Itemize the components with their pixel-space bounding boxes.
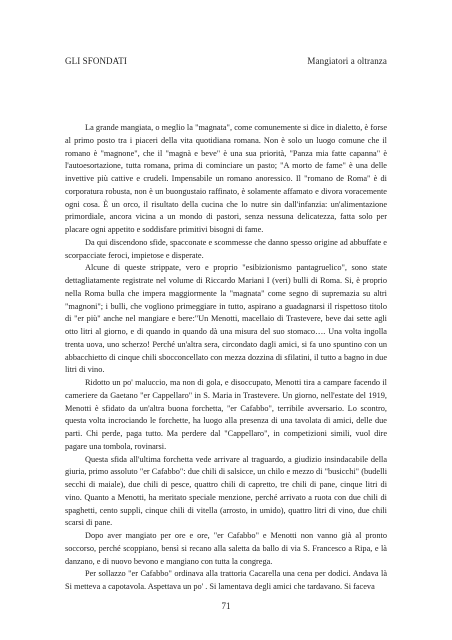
paragraph: Questa sfida all'ultima forchetta vede arrivare al traguardo, a giudizio insindacabile della giuria, primo assoluto "er Cafabbo": due chili di salsicce, un chilo e mezzo di "busicchi" (budelli secchi di maiale), due chili di pesce, quattro chili di capretto, tre chili di pane, cinque litri di vino. Quanto a Menotti, ha meritato speciale menzione, perché arrivato a ruota con due chili di spaghetti, cento suppli, cinque chili di vitella (arrosto, in umido), quattro litri di vino, due chili scarsi di pane. <box>65 454 387 528</box>
running-header <box>65 56 387 66</box>
paragraph: La grande mangiata, o meglio la "magnata", come comunemente si dice in dialetto, è forse al primo posto tra i piaceri della vita quotidiana romana. Non è solo un luogo comune che il romano è "magnone", che il "magnà e beve" è una sua priorità, "Panza mia fatte capanna" è l'autoesortazione, tutta romana, prima di cominciare un pasto; "A morto de fame" è una delle invettive più cattive e crudeli. Impensabile un romano anoressico. Il "romano de Roma" è di corporatura robusta, non è un buongustaio raffinato, è solamente affamato e divora voracemente ogni cosa. È un orco, il risultato della cucina che lo nutre sin dall'infanzia: un'alimentazione primordiale, ancora vicina a un mondo di pastori, senza nessuna delicatezza, fatta solo per placare ogni appetito e soddisfare primitivi bisogni di fame. <box>65 123 387 234</box>
paragraph: Da qui discendono sfide, spacconate e scommesse che danno spesso origine ad abbuffate e scorpacciate feroci, impietose e disperate. <box>65 237 387 260</box>
paragraph: Ridotto un po' maluccio, ma non di gola, e disoccupato, Menotti tira a campare facendo il cameriere da Gaetano "er Cappellaro" in S. Maria in Trastevere. Un giorno, nell'estate del 1919, Menotti è sfidato da un'altra buona forchetta, "er Cafabbo", terribile avversario. Lo scontro, questa volta incrociando le forchette, ha luogo alla presenza di una tavolata di amici, delle due parti. Chi perde, paga tutto. Ma perdere dal "Cappellaro", in competizioni simili, vuol dire pagare una tombola, rovinarsi. <box>65 378 387 451</box>
paragraph: Alcune di queste strippate, vero e proprio "esibizionismo pantagruelico", sono state dettagliatamente registrate nel volume di Riccardo Mariani I (veri) bulli di Roma. Si, è proprio nella Roma bulla che impera maggiormente la "magnata" come segno di supremazia su altri "magnoni"; i bulli, che vogliono primeggiare in tutto, aspirano a guadagnarsi il rispettoso titolo di "er più" anche nel mangiare e bere:"Un Menotti, macellaio di Trastevere, beve dai sette agli otto litri al giorno, e di quando in quando dà una misura del suo stomaco…. Una volta ingolla trenta uova, uno scherzo! Perché un'altra sera, circondato dagli amici, si fa uno spuntino con un abbacchietto di cinque chili sbocconcellato con mezza dozzina di sfilatini, il tutto a bagno in due litri di vino. <box>65 263 387 375</box>
page-number: 71 <box>221 601 231 611</box>
header-chapter-title: Mangiatori a oltranza <box>307 56 387 66</box>
paragraph: Dopo aver mangiato per ore e ore, "er Cafabbo" e Menotti non vanno già al pronto soccorso, perché scoppiano, bensì si recano alla saletta da ballo di via S. Francesco a Ripa, e là danzano, e di nuovo bevono e mangiano con tutta la congrega. <box>65 531 387 566</box>
header-book-title: GLI SFONDATI <box>65 56 127 66</box>
paragraph: Per sollazzo "er Cafabbo" ordinava alla trattoria Cacarella una cena per dodici. Andava là Si metteva a capotavola. Aspettava un po' . Si lamentava degli amici che tardavano. Si faceva <box>65 569 387 591</box>
body-text <box>65 122 387 594</box>
